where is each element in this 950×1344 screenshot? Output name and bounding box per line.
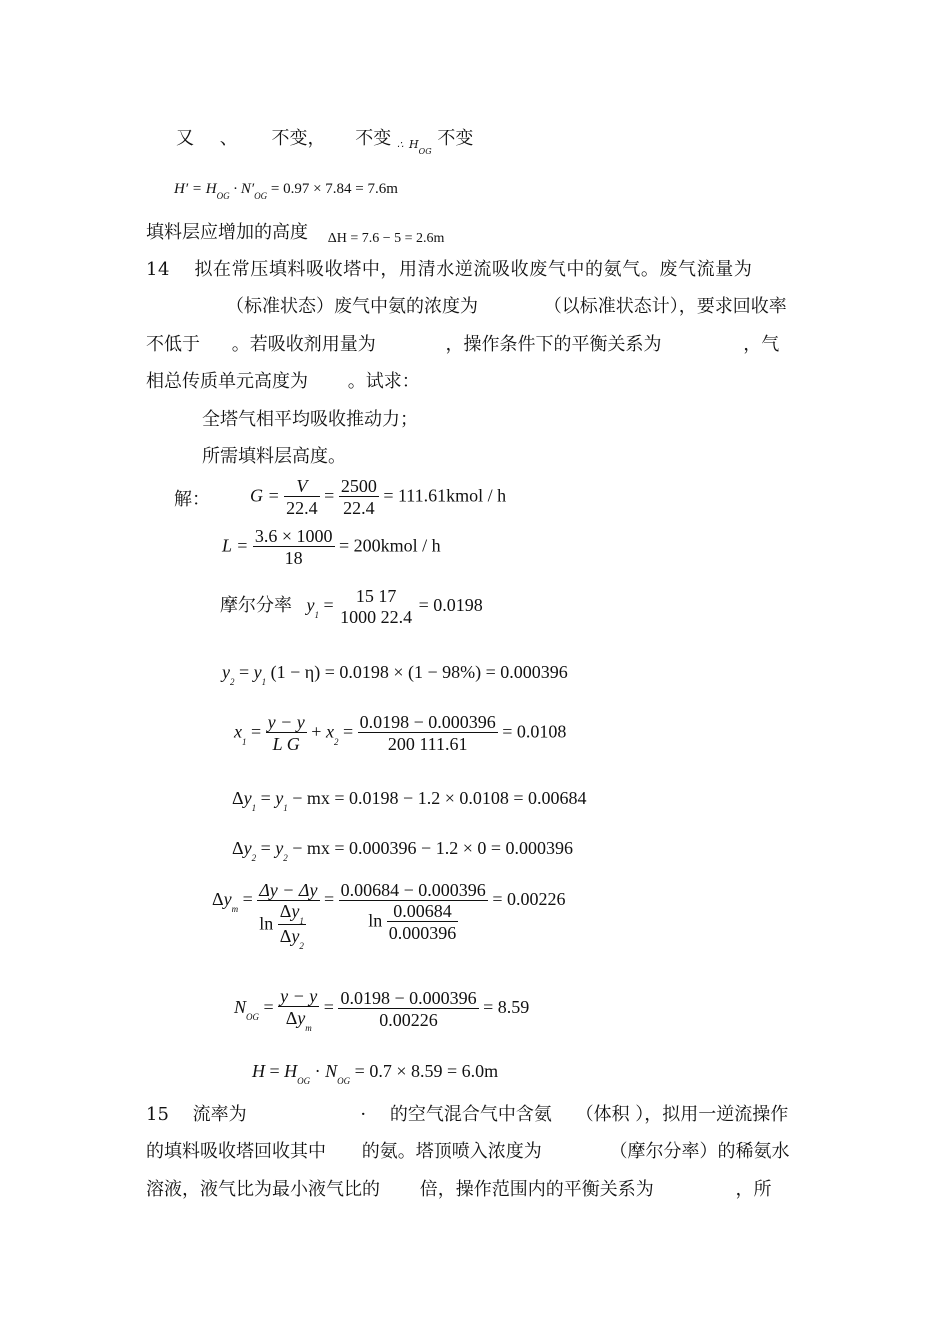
q14-text-1: 拟在常压填料吸收塔中，用清水逆流吸收废气中的氨气。废气流量为 [194,259,753,280]
q15-line2 [146,1141,789,1163]
text-you: 又 [176,128,194,149]
frac-L: $\frac{3.6 \times 1000}{18}$ [254,526,333,568]
therefore-symbol: ∴ [396,140,404,151]
text-invariant-c: 不变 [437,128,474,149]
frac-nog-symbolic: $\frac{y - y}{\Delta y_m}$ [280,986,318,1033]
q14-number: 14 [146,259,171,280]
q14-text-4a: 相总传质单元高度为 [146,371,308,392]
formula-h-prime: $H' = H_{OG} \cdot N'_{OG} = 0.97 \times 7.84 = 7.6m$ [174,181,398,201]
q14-line2 [226,296,787,318]
frac-x1-numeric: $\frac{0.0198 - 0.000396}{200 111.61}$ [359,712,496,754]
q14-line3 [146,334,779,356]
q15-dot: · [360,1104,367,1125]
q14-text-2b: （以标准状态计），要求回收率 [543,296,787,317]
formula-L: L = $\frac{3.6 \times 1000}{18}$ = 200kmol / h [222,526,441,568]
mole-fraction-label: 摩尔分率 [220,595,292,617]
frac-nog-numeric: $\frac{0.0198 - 0.000396}{0.00226}$ [340,987,477,1030]
q14-item-2: 所需填料层高度。 [202,446,346,467]
q15-text-3a: 溶液，液气比为最小液气比的 [146,1179,380,1200]
q14-text-3d: ，气 [743,334,780,355]
q14-text-4b: 。试求： [347,371,420,392]
q14-item-1: 全塔气相平均吸收推动力； [202,409,418,430]
q15-text-2c: （摩尔分率）的稀氨水 [609,1141,790,1162]
hog-symbol: H [409,138,419,151]
q15-text-2b: 的氨。塔顶喷入浓度为 [361,1141,542,1162]
q15-text-2a: 的填料吸收塔回收其中 [146,1141,326,1162]
formula-y2: $y_2 = y_1$ (1 − η) = 0.0198 × (1 − 98%) = 0.000396 [222,662,568,687]
q15-line3 [146,1179,771,1201]
formula-nog: $N_{OG}$ = $\frac{y - y}{\Delta y_m}$ = $\frac{0.0198 - 0.000396}{0.00226}$ = 8.59 [234,986,530,1033]
frac-dym-symbolic: Δy − Δy ln $\frac{\Delta y_1}{\Delta y_2}$ [259,880,318,951]
formula-x1: $x_1$ = $\frac{y - y}{\text{L G}}$ + $x_2$ = $\frac{0.0198 - 0.000396}{200 111.61}$ = 0.0108 [234,712,567,754]
q15-text-3c: ，所 [735,1179,772,1200]
formula-G: G = $\frac{V}{22.4}$ = $\frac{2500}{22.4}$ = 111.61kmol / h [250,476,507,518]
text-invariant-a: 不变， [271,128,326,149]
formula-delta-h: ΔH = 7.6 − 5 = 2.6m [327,231,445,246]
frac-y1: 15 17 1000 22.4 [340,586,413,627]
line-invariant [176,128,474,156]
hog-sub: OG [418,147,432,156]
q15-line1 [146,1104,788,1126]
formula-h: $H = H_{OG} \cdot N_{OG} = 0.7 \times 8.59 = 6.0m$ [252,1061,499,1086]
formula-dym: $\Delta y_m$ = Δy − Δy ln $\frac{\Delta y_1}{\Delta y_2}$ = 0.00684 − 0.000396 ln $\frac{0.00684}{0.000396}$ = 0.00226 [212,880,566,951]
q15-text-1a: 流率为 [192,1104,247,1125]
frac-x1-symbolic: $\frac{y - y}{\text{L G}}$ [267,712,305,754]
frac-dym-numeric: 0.00684 − 0.000396 ln $\frac{0.00684}{0.000396}$ [340,880,486,943]
formula-dy1: $\Delta y_1 = y_1$ − mx = 0.0198 − 1.2 × 0.0108 = 0.00684 [232,788,587,813]
text-dun: 、 [219,128,238,149]
formula-dy2: $\Delta y_2 = y_2$ − mx = 0.000396 − 1.2 × 0 = 0.000396 [232,838,573,863]
formula-y1: 摩尔分率 $y_1$ = 15 17 1000 22.4 = 0.0198 [220,586,483,627]
q15-text-1c: （体积 ），拟用一逆流操作 [575,1104,789,1125]
q14-text-2a: （标准状态）废气中氨的浓度为 [226,296,478,317]
q15-text-3b: 倍，操作范围内的平衡关系为 [419,1179,654,1200]
q15-number: 15 [146,1104,169,1125]
q14-text-3a: 不低于 [146,334,200,355]
solution-label: 解： [174,489,210,510]
text-invariant-b: 不变 [355,128,392,149]
frac-G-1: $\frac{V}{22.4}$ [286,476,318,518]
q14-text-3b: 。若吸收剂用量为 [231,334,376,355]
q14-line1 [146,259,752,281]
q14-line4 [146,371,420,393]
frac-G-2: $\frac{2500}{22.4}$ [340,476,377,518]
q14-text-3c: ，操作条件下的平衡关系为 [445,334,662,355]
q15-text-1b: 的空气混合气中含氨 [389,1104,552,1125]
text-height-increase: 填料层应增加的高度 [146,222,308,243]
line-height-increase [146,222,444,246]
